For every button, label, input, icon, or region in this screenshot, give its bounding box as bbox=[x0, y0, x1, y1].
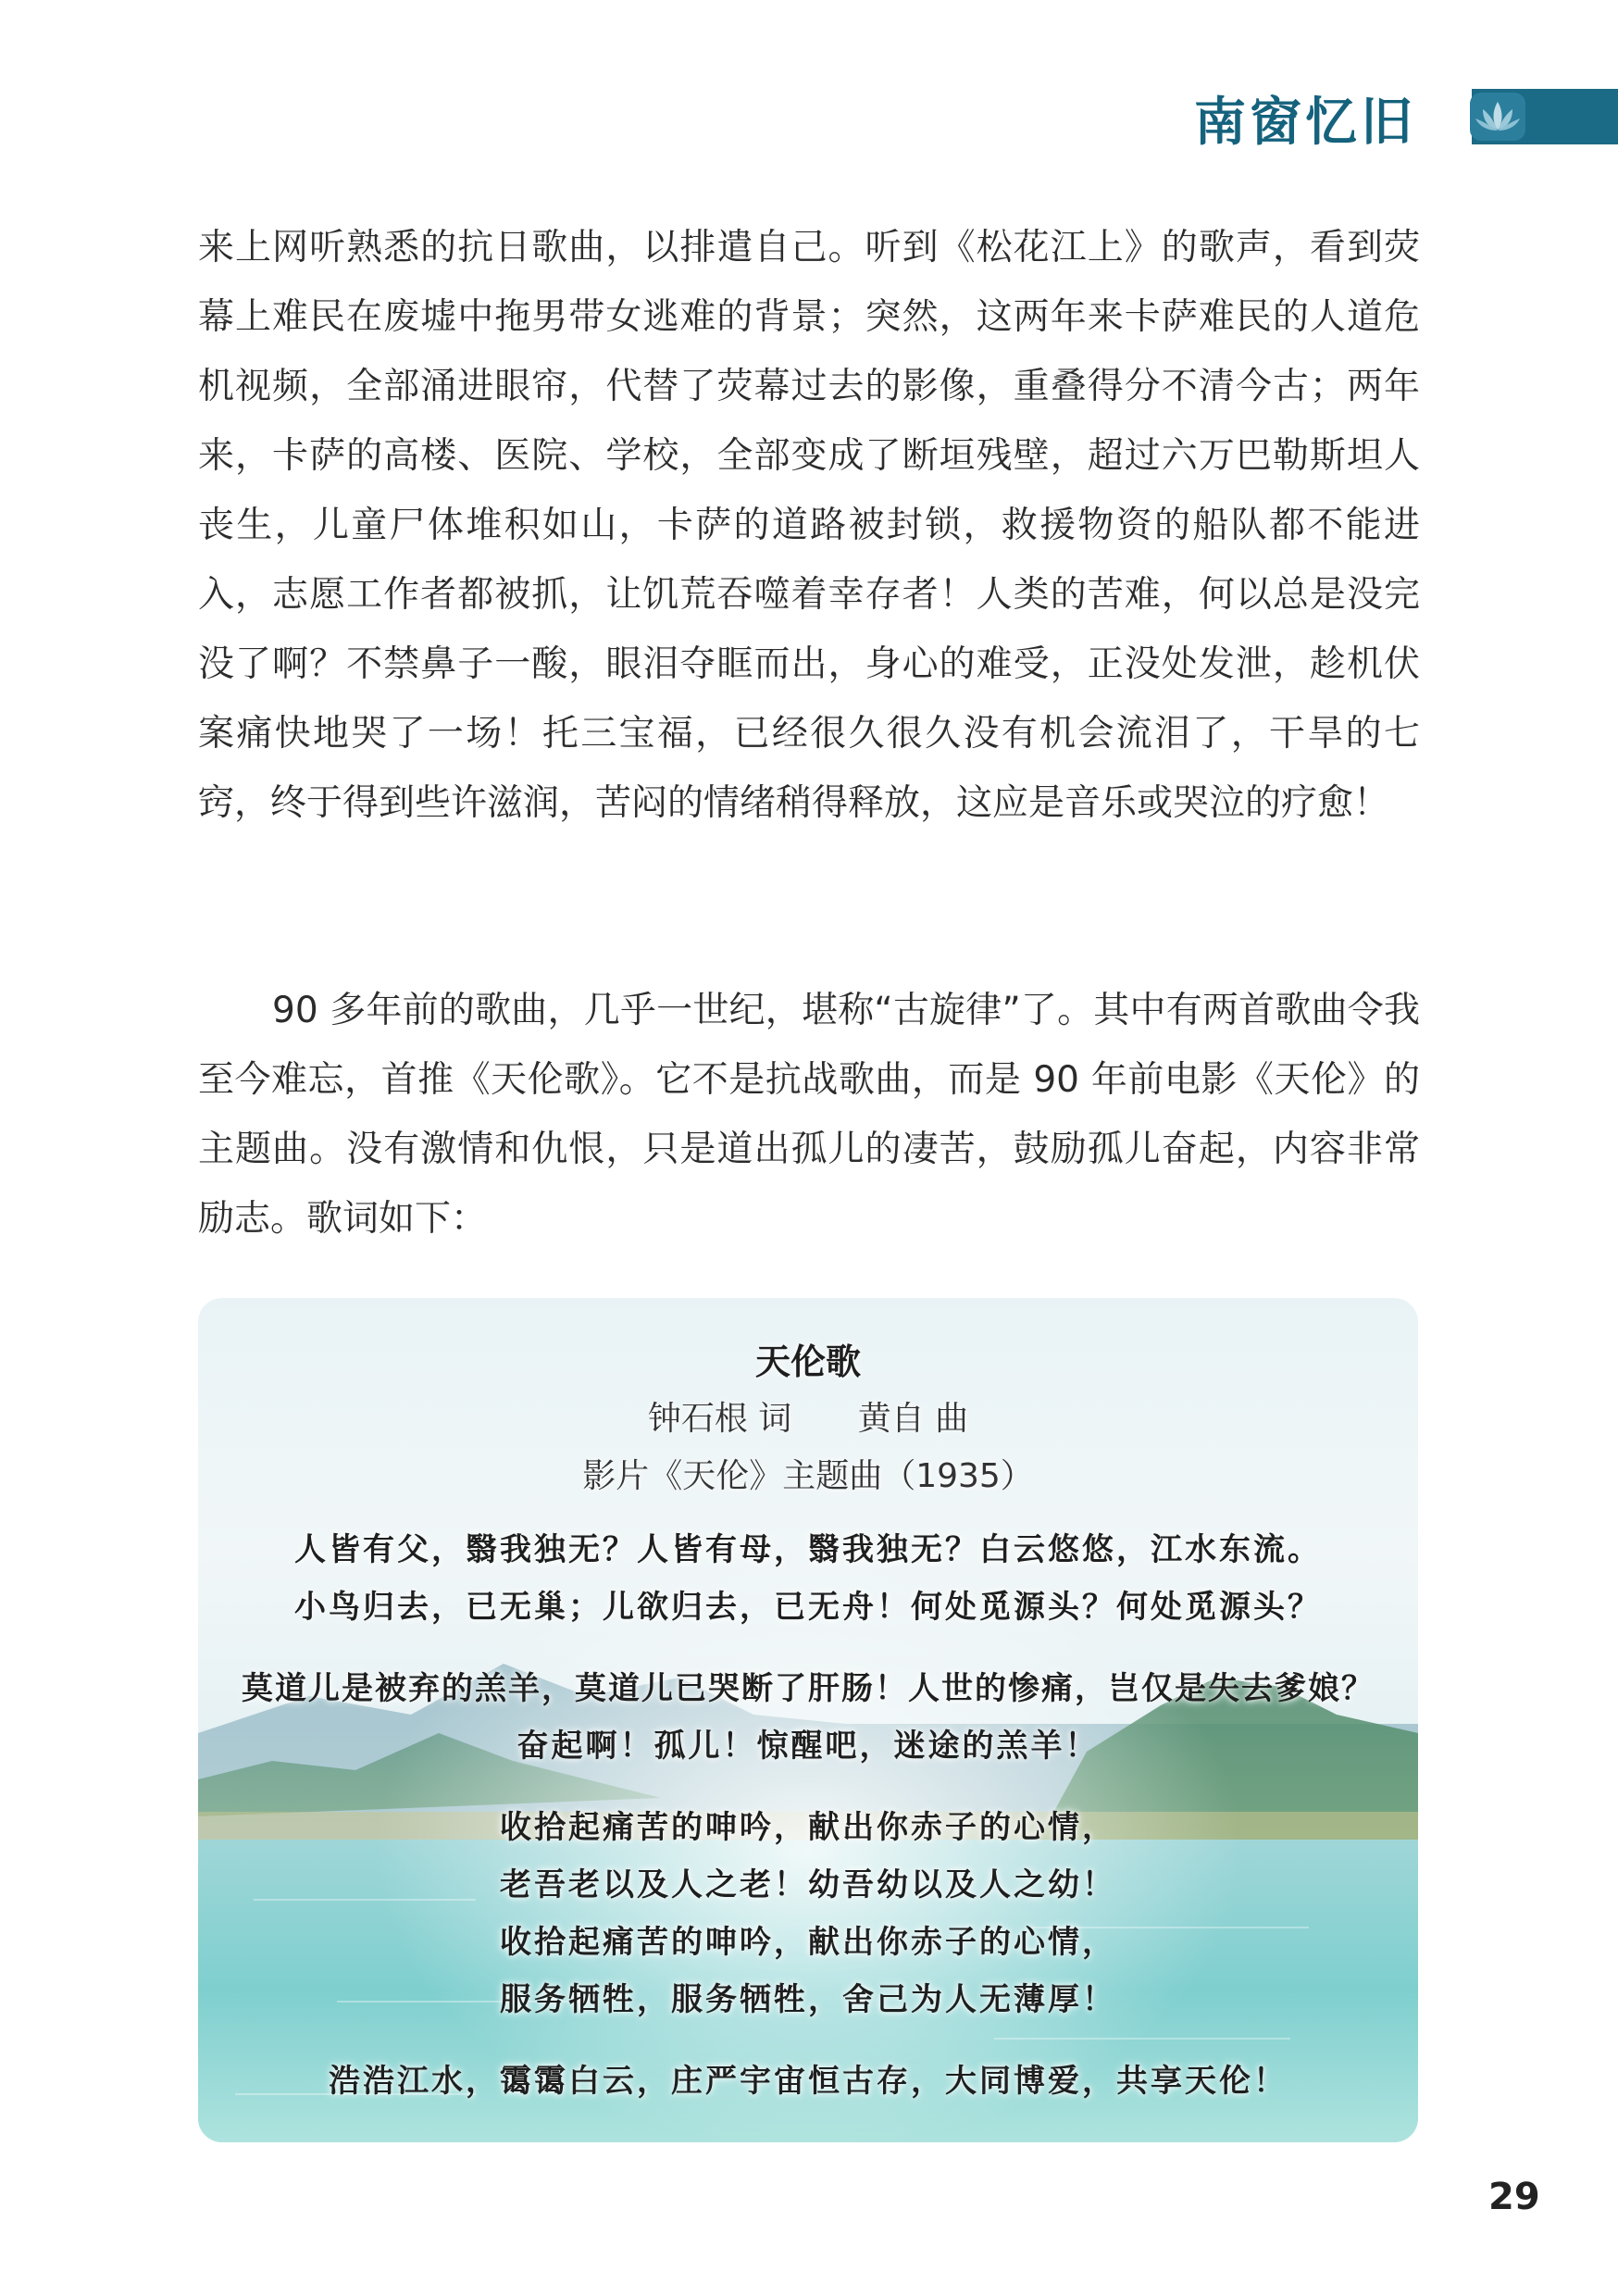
lyric-line: 小鸟归去，已无巢；儿欲归去，已无舟！何处觅源头？何处觅源头？ bbox=[294, 1589, 1322, 1626]
lyrics-panel bbox=[198, 1298, 1418, 2142]
song-credits bbox=[198, 1392, 1418, 1440]
lyric-line: 浩浩江水，霭霭白云，庄严宇宙恒古存，大同博爱，共享天伦！ bbox=[329, 2063, 1288, 2100]
lyric-line: 人皆有父，翳我独无？人皆有母，翳我独无？白云悠悠，江水东流。 bbox=[294, 1531, 1322, 1568]
lyricist-credit: 钟石根 词 bbox=[647, 1400, 792, 1438]
lotus-icon bbox=[1470, 93, 1525, 141]
lyric-line: 收拾起痛苦的呻吟，献出你赤子的心情， bbox=[500, 1924, 1116, 1961]
lyric-line: 收拾起痛苦的呻吟，献出你赤子的心情， bbox=[500, 1809, 1116, 1846]
song-title: 天伦歌 bbox=[754, 1341, 861, 1382]
article-paragraph-1: 来上网听熟悉的抗日歌曲，以排遣自己。听到《松花江上》的歌声，看到荧幕上难民在废墟中拖男带女逃难的背景；突然，这两年来卡萨难民的人道危机视频，全部涌进眼帘，代替了荧幕过去的影像，重叠得分不清今古；两年来，卡萨的高楼、医院、学校，全部变成了断垣残壁，超过六万巴勒斯坦人丧生，儿童尸体堆积如山，卡萨的道路被封锁，救援物资的船队都不能进入，志愿工作者都被抓，让饥荒吞噬着幸存者！人类的苦难，何以总是没完没了啊？不禁鼻子一酸，眼泪夺眶而出，身心的难受，正没处发泄，趁机伏案痛快地哭了一场！托三宝福，已经很久很久没有机会流泪了，干旱的七窍，终于得到些许滋润，苦闷的情绪稍得释放，这应是音乐或哭泣的疗愈！ bbox=[198, 227, 1420, 824]
lyric-line: 老吾老以及人之老！幼吾幼以及人之幼！ bbox=[500, 1866, 1116, 1903]
composer-credit: 黄自 曲 bbox=[857, 1400, 969, 1438]
film-theme-note: 影片《天伦》主题曲（1935） bbox=[582, 1457, 1034, 1495]
lyric-line: 服务牺牲，服务牺牲，舍己为人无薄厚！ bbox=[500, 1981, 1116, 2018]
section-title: 南窗忆旧 bbox=[1194, 93, 1416, 153]
article-paragraph-2: 90 多年前的歌曲，几乎一世纪，堪称“古旋律”了。其中有两首歌曲令我至今难忘，首推《天伦歌》。它不是抗战歌曲，而是 90 年前电影《天伦》的主题曲。没有激情和仇恨，只是道出孤儿的凄苦，鼓励孤儿奋起，内容非常励志。歌词如下： bbox=[198, 990, 1420, 1240]
lyric-line: 莫道儿是被弃的羔羊，莫道儿已哭断了肝肠！人世的惨痛，岂仅是失去爹娘？ bbox=[242, 1670, 1375, 1707]
page-number: 29 bbox=[1488, 2176, 1540, 2218]
lyric-line: 奋起啊！孤儿！惊醒吧，迷途的羔羊！ bbox=[517, 1728, 1100, 1765]
